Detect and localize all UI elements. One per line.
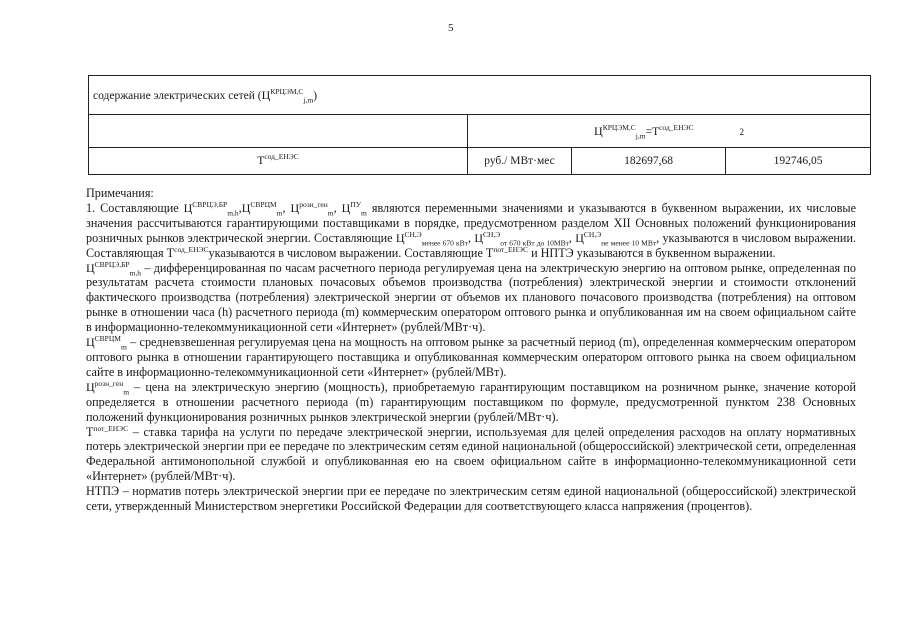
- symbol: Ц: [86, 260, 95, 275]
- note-paragraph-4: [86, 380, 856, 425]
- text: – ставка тарифа на услуги по передаче электрической энергии, используемая для целей определения расходов на оплату нормативных потерь электрической энергии при ее передаче по электрическим сетям единой национальной (общероссийской) электрической сети, определенная Федеральной антимонопольной службой и опубликованная ею на своем официальном сайте в информационно-телекоммуникационной сети «Интернет» (рублей/МВт·ч).: [86, 424, 856, 484]
- table-cell-unit: руб./ МВт·мес: [468, 148, 572, 175]
- symbol: Ц: [183, 200, 193, 215]
- superscript: КРЦЭМ,С: [602, 122, 636, 132]
- symbol: Т: [257, 155, 265, 167]
- note-paragraph-2: [86, 261, 856, 336]
- table-cell-heading: [89, 76, 871, 115]
- superscript: ПУ: [350, 199, 362, 209]
- note-paragraph-3: [86, 335, 856, 380]
- text: и НПТЭ указываются в буквенном выражении.: [528, 245, 776, 260]
- text: являются переменными значениями и указываются в буквенном выражении, их числовые значения рассчитываются гарантирующими поставщиками в порядке, предусмотренном разделом XII Основных положений функционирования розничных рынков электрической энергии. Составляющие: [86, 200, 857, 245]
- table-cell-value-2: 192746,05: [726, 148, 871, 175]
- subscript: m: [120, 342, 127, 352]
- subscript: менее 670 кВт: [421, 238, 468, 248]
- symbol: Ц: [86, 335, 95, 350]
- subscript: m: [327, 208, 334, 218]
- symbol: Ц: [341, 200, 351, 215]
- symbol: Ц: [261, 87, 271, 102]
- superscript: розн_ген: [299, 199, 328, 209]
- symbol: Ц: [474, 230, 483, 245]
- superscript: сод_ЕНЭС: [659, 122, 694, 132]
- superscript: СН,Э: [583, 229, 602, 239]
- text: – средневзвешенная регулируемая цена на мощность на оптовом рынке за расчетный период (m), определенная коммерческим оператором оптового рынка в отношении гарантирующего поставщика и опубликованная коммерческим оператором оптового рынка на своем официальном сайте в информационно-телекоммуникационной сети «Интернет» (рублей/МВт).: [86, 335, 856, 379]
- superscript: пот_ЕНЭС: [493, 244, 529, 254]
- symbol: Т: [485, 245, 494, 260]
- superscript: СВРЦМ: [94, 334, 121, 343]
- cell-text: =Т: [645, 125, 660, 138]
- subscript: от 670 кВт до 10МВт: [500, 238, 569, 248]
- superscript: розн_ген: [94, 378, 124, 388]
- text: 1. Составляющие: [86, 200, 184, 215]
- table-cell-label: [89, 148, 468, 175]
- symbol: Ц: [594, 123, 603, 138]
- subscript: j,m: [635, 130, 646, 140]
- subscript: m,h: [129, 267, 142, 277]
- symbol: Ц: [395, 230, 405, 245]
- superscript: СВРЦЭ,БР: [94, 259, 130, 269]
- tariff-table: [88, 75, 871, 175]
- symbol: Ц: [241, 200, 251, 215]
- table-cell-value-1: 182697,68: [572, 148, 726, 175]
- text: – дифференцированная по часам расчетного периода регулируемая цена на электрическую энергию на оптовом рынке, определенная по результатам расчета стоимости плановых почасовых объемов производства (потребления) электрической энергии и стоимости отклонений фактического производства (потребления) электрической энергии от объемов их планового почасового производства (потребления) на оптовом рынке в отношении часа (h) расчетного периода (m) коммерческим оператором оптового рынка и опубликованная им на своем официальном сайте в информационно-телекоммуникационной сети «Интернет» (рублей/МВт·ч).: [86, 260, 856, 335]
- text: , указываются в числовом выражении. Составляющая: [86, 230, 857, 260]
- superscript: СН,Э: [482, 229, 501, 239]
- subscript: m: [361, 208, 367, 218]
- notes-section: [86, 186, 856, 514]
- note-paragraph-1: 1. Составляющие $Ц^{СВРЦЭ,БР}_{m,h},Ц^{СВРЦМ}_m$, $Ц^{розн\_ген}_m$, $Ц^{ПУ}_m$ являются переменными значениями и указываются в буквенном выражении, их числовые значения рассчитываются гарантирующими поставщиками в порядке, предусмотренном разделом XII Основных положений функционирования розничных рынков электрической энергии. Составляющие $Ц^{СН,Э}_{менее 670 кВт}$, $Ц^{СН,Э}_{от 670 кВт до 10МВт}$, $Ц^{СН,Э}_{не менее 10 МВт}$, указываются в числовом выражении. Составляющая $Т^{сод\_ЕНЭС}указываются$ в числовом выражении. Составляющие $Т^{пот\_ЕНЭС}$ и НПТЭ указываются в буквенном выражении.: [86, 199, 857, 260]
- subscript: j,m: [303, 94, 314, 104]
- cell-text: содержание электрических сетей (: [93, 89, 262, 102]
- superscript: СН,Э: [404, 229, 422, 239]
- note-paragraph-6: НТПЭ – норматив потерь электрической энергии при ее передаче по электрическим сетям единой национальной (общероссийской) электрической сети, утвержденный Министерством энергетики Российской Федерации для соответствующего класса напряжения (процентов).: [86, 484, 856, 514]
- symbol: Т: [166, 245, 175, 260]
- table-cell-formula: [468, 115, 871, 148]
- subscript: m: [276, 208, 283, 218]
- superscript: сод_ЕНЭС: [174, 244, 209, 254]
- notes-title: Примечания:: [86, 186, 154, 200]
- subscript: m,h: [227, 208, 239, 218]
- symbol: Ц: [86, 379, 95, 394]
- superscript: сод_ЕНЭС: [264, 152, 299, 162]
- superscript: пот_ЕНЭС: [93, 423, 129, 433]
- page-number: 5: [448, 22, 454, 34]
- table-row: [89, 148, 871, 175]
- superscript: КРЦЭМ,С: [270, 86, 304, 96]
- table-row: [89, 115, 871, 148]
- cell-text: ): [313, 89, 318, 102]
- text: ,: [467, 230, 475, 245]
- note-paragraph-5: [86, 425, 856, 485]
- text: указываются в числовом выражении. Составляющие: [208, 245, 486, 260]
- symbol: Ц: [575, 230, 584, 245]
- symbol: Т: [86, 424, 94, 439]
- subscript: не менее 10 МВт: [601, 238, 657, 248]
- superscript: СВРЦМ: [250, 199, 277, 209]
- symbol: Ц: [290, 200, 300, 215]
- footnote-number: 2: [739, 126, 744, 137]
- table-row: [89, 76, 871, 115]
- superscript: СВРЦЭ,БР: [192, 199, 228, 209]
- text: – цена на электрическую энергию (мощность), приобретаемую гарантирующим поставщиком на розничном рынке, значение которой определяется в отношении расчетного периода (m) гарантирующим поставщиком по формуле, предусмотренной пунктом 238 Основных положений функционирования розничных рынков электрической энергии (рублей/МВт·ч).: [86, 379, 856, 424]
- subscript: m: [123, 387, 130, 397]
